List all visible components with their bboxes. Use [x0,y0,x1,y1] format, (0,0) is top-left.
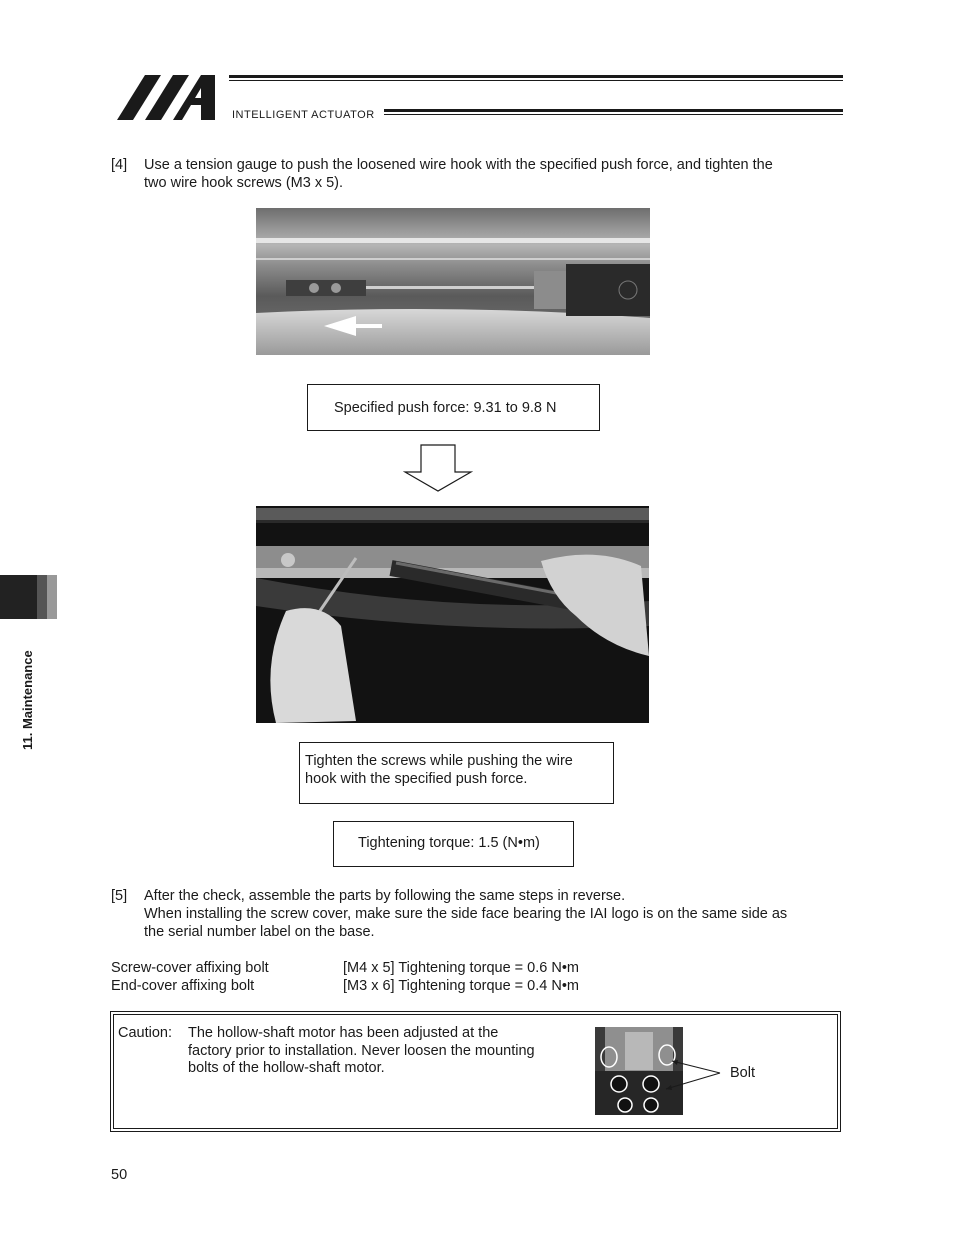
torque-text: Tightening torque: 1.5 (N•m) [358,835,540,851]
step-text: When installing the screw cover, make sure the side face bearing the IAI logo is on the same side as [144,906,788,922]
header-rule [229,80,843,81]
caution-text: The hollow-shaft motor has been adjusted at the [188,1025,499,1041]
torque-box [333,821,574,867]
callout-lines [660,1055,722,1095]
chapter-tab [47,575,57,619]
tighten-text: hook with the specified push force. [305,771,528,787]
chapter-label: 11. Maintenance [20,650,35,750]
down-arrow-icon [403,444,473,492]
bolt-spec: [M4 x 5] Tightening torque = 0.6 N•m [343,960,579,976]
tension-gauge-photo [256,208,650,355]
step-text: After the check, assemble the parts by following the same steps in reverse. [144,888,626,904]
push-force-box [307,384,600,431]
tightening-screws-photo [256,506,649,723]
step-number: [4] [111,157,128,173]
tighten-instruction-box [299,742,614,804]
bolt-name: Screw-cover affixing bolt [111,960,269,976]
step-number: [5] [111,888,128,904]
header-rule [229,75,843,78]
caution-text: bolts of the hollow-shaft motor. [188,1060,385,1076]
push-force-text: Specified push force: 9.31 to 9.8 N [334,400,557,416]
header-rule [384,109,843,112]
bolt-callout-label: Bolt [730,1065,755,1081]
iai-logo [115,73,227,123]
caution-label: Caution: [118,1025,173,1041]
caution-text: factory prior to installation. Never loosen the mounting [188,1043,535,1059]
bolt-spec: [M3 x 6] Tightening torque = 0.4 N•m [343,978,579,994]
chapter-tab [37,575,47,619]
page-number: 50 [111,1167,128,1183]
header-rule [384,114,843,115]
tighten-text: Tighten the screws while pushing the wire [305,753,573,769]
step-text: Use a tension gauge to push the loosened wire hook with the specified push force, and tighten the [144,157,773,173]
step-text: the serial number label on the base. [144,924,375,940]
bolt-name: End-cover affixing bolt [111,978,255,994]
step-text: two wire hook screws (M3 x 5). [144,175,344,191]
logo-text: INTELLIGENT ACTUATOR [232,109,375,121]
chapter-tab [0,575,37,619]
